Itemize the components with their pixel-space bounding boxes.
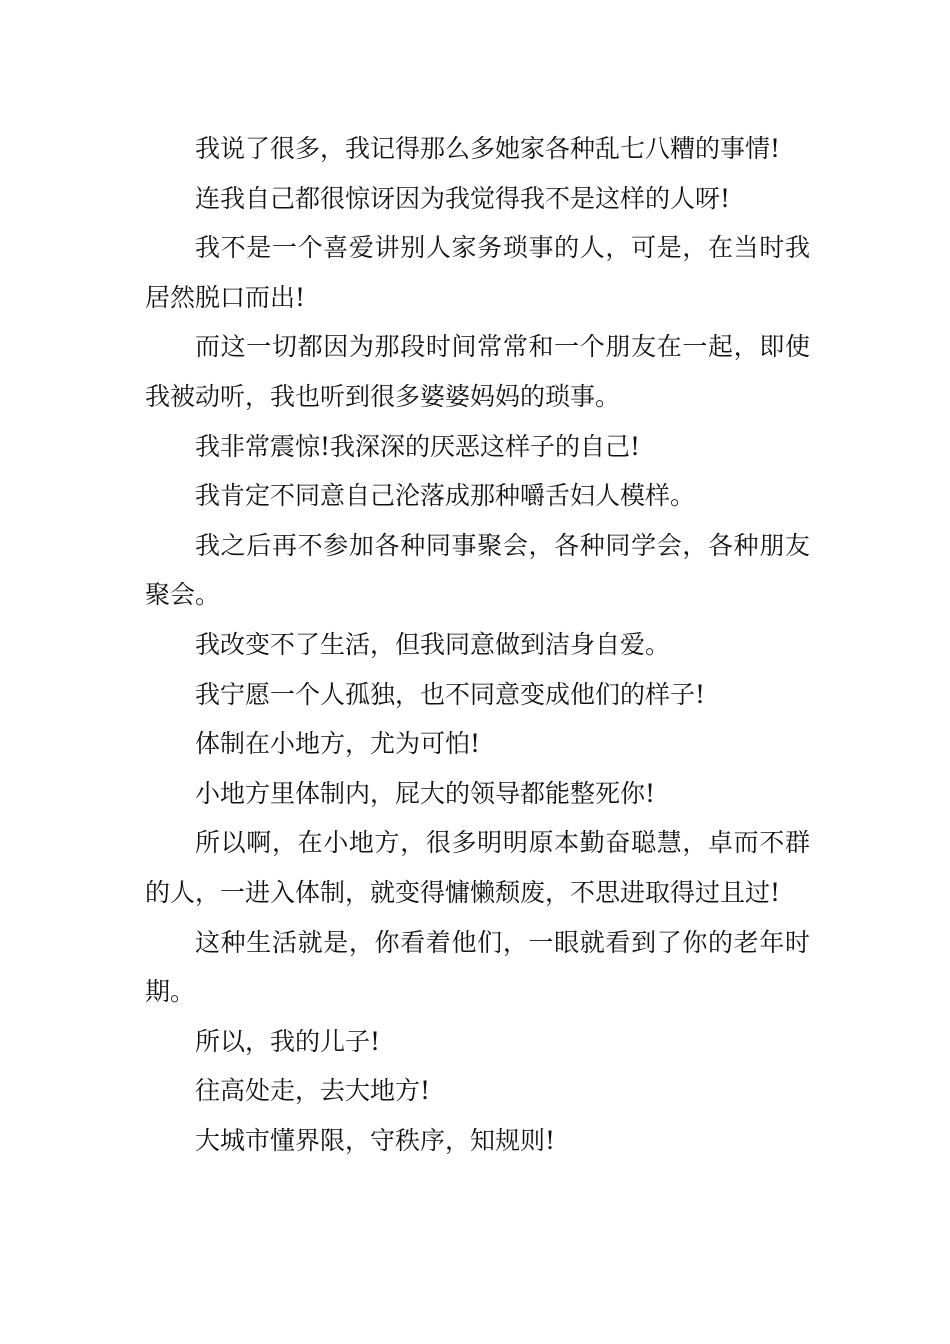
paragraph: 所以啊，在小地方，很多明明原本勤奋聪慧，卓而不群的人，一进入体制，就变得慵懒颓废，不思进取得过且过!: [145, 828, 810, 907]
paragraph: 我肯定不同意自己沦落成那种嚼舌妇人模样。: [195, 481, 696, 511]
paragraph: 体制在小地方，尤为可怕!: [195, 729, 481, 759]
paragraph: 小地方里体制内，屁大的领导都能整死你!: [195, 778, 656, 808]
paragraph: 我之后再不参加各种同事聚会，各种同学会，各种朋友聚会。: [145, 530, 810, 610]
paragraph: 这种生活就是，你看着他们，一眼就看到了你的老年时期。: [145, 927, 810, 1007]
paragraph: 我宁愿一个人孤独，也不同意变成他们的样子!: [195, 679, 706, 709]
paragraph: 所以，我的儿子!: [195, 1026, 381, 1056]
paragraph: 连我自己都很惊讶因为我觉得我不是这样的人呀!: [195, 183, 731, 213]
paragraph: 而这一切都因为那段时间常常和一个朋友在一起，即使我被动听，我也听到很多婆婆妈妈的琐事。: [145, 332, 810, 411]
paragraph: 我非常震惊!我深深的厌恶这样子的自己!: [195, 431, 641, 461]
paragraph: 我改变不了生活，但我同意做到洁身自爱。: [195, 629, 671, 659]
paragraph: 我说了很多，我记得那么多她家各种乱七八糟的事情!: [195, 134, 781, 163]
paragraph: 大城市懂界限，守秩序，知规则!: [195, 1125, 556, 1155]
document-body: [145, 124, 810, 1165]
paragraph: 我不是一个喜爱讲别人家务琐事的人，可是，在当时我居然脱口而出!: [145, 233, 810, 312]
paragraph: 往高处走，去大地方!: [195, 1076, 431, 1106]
